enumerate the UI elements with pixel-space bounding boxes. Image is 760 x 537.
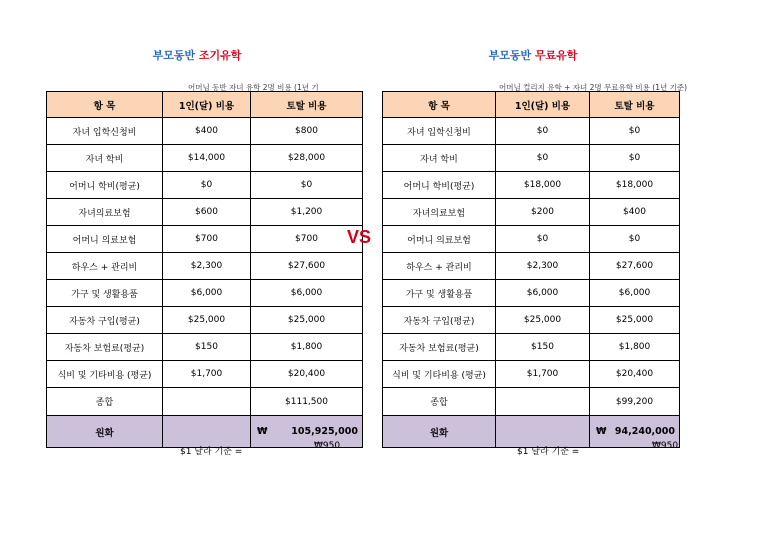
header-total-cost: 토탈 비용 (590, 92, 680, 118)
table-row (383, 145, 680, 172)
right-title-suffix: 무료유학 (534, 49, 578, 62)
krw-label: 원화 (383, 416, 496, 448)
table-row (47, 253, 363, 280)
header-total-cost: 토탈 비용 (251, 92, 363, 118)
cell-item: 자녀 입학신청비 (383, 118, 496, 145)
krw-row (383, 416, 680, 448)
vs-label: VS (347, 227, 372, 247)
cell-total-cost: $0 (590, 226, 680, 253)
table-row (47, 280, 363, 307)
cell-total-cost: $20,400 (590, 361, 680, 388)
cell-total-cost: $28,000 (251, 145, 363, 172)
cell-total-cost: $27,600 (590, 253, 680, 280)
cell-item: 가구 및 생활용품 (47, 280, 163, 307)
cell-unit-cost: $600 (163, 199, 251, 226)
won-symbol: ₩ (257, 426, 268, 437)
cell-total-cost: $0 (590, 145, 680, 172)
cell-unit-cost: $1,700 (163, 361, 251, 388)
cell-unit-cost: $1,700 (496, 361, 590, 388)
cell-item: 식비 및 기타비용 (평균) (47, 361, 163, 388)
table-header-row (383, 92, 680, 118)
cell-unit-cost: $200 (496, 199, 590, 226)
table-row (383, 118, 680, 145)
krw-value: 105,925,000 (291, 426, 358, 437)
table-row (383, 307, 680, 334)
cell-item: 어머니 학비(평균) (47, 172, 163, 199)
left-cost-table (46, 91, 363, 448)
table-row (47, 307, 363, 334)
cell-total-cost: $1,800 (590, 334, 680, 361)
cell-unit-cost: $18,000 (496, 172, 590, 199)
right-cost-table (382, 91, 680, 448)
right-note: 어머님 컬리지 유학 + 자녀 2명 무료유학 비용 (1년 기준) (499, 83, 688, 92)
cell-item: 가구 및 생활용품 (383, 280, 496, 307)
cell-unit-cost: $150 (496, 334, 590, 361)
cell-total-cost: $800 (251, 118, 363, 145)
table-row (383, 253, 680, 280)
header-item: 항 목 (383, 92, 496, 118)
cell-total-cost: $1,200 (251, 199, 363, 226)
cell-item: 자녀 학비 (383, 145, 496, 172)
right-rate-value: ₩950 (652, 441, 679, 451)
sum-row (47, 388, 363, 416)
cell-item: 자동차 구입(평균) (47, 307, 163, 334)
cell-item: 자녀의료보험 (47, 199, 163, 226)
cell-unit-cost: $2,300 (163, 253, 251, 280)
cell-total-cost: $25,000 (590, 307, 680, 334)
cell-item: 자동차 보험료(평균) (47, 334, 163, 361)
left-rate-label: $1 달라 기준 = (180, 447, 243, 457)
sum-value: $99,200 (590, 388, 680, 416)
table-row (383, 199, 680, 226)
left-title (97, 47, 297, 63)
krw-empty-cell (163, 416, 251, 448)
krw-value-cell (251, 416, 363, 448)
won-symbol: ₩ (596, 426, 607, 437)
left-title-suffix: 조기유학 (198, 49, 242, 62)
sum-empty-cell (496, 388, 590, 416)
table-row (47, 199, 363, 226)
cell-unit-cost: $0 (496, 145, 590, 172)
cell-unit-cost: $400 (163, 118, 251, 145)
cell-unit-cost: $14,000 (163, 145, 251, 172)
table-row (47, 334, 363, 361)
cell-item: 하우스 + 관리비 (383, 253, 496, 280)
header-item: 항 목 (47, 92, 163, 118)
left-title-prefix: 부모동반 (152, 49, 196, 62)
cell-item: 자녀 학비 (47, 145, 163, 172)
table-row (383, 226, 680, 253)
cell-unit-cost: $2,300 (496, 253, 590, 280)
sum-empty-cell (163, 388, 251, 416)
cell-item: 하우스 + 관리비 (47, 253, 163, 280)
table-row (383, 172, 680, 199)
right-title (433, 47, 633, 63)
krw-empty-cell (496, 416, 590, 448)
table-row (383, 334, 680, 361)
cell-total-cost: $400 (590, 199, 680, 226)
cell-item: 식비 및 기타비용 (평균) (383, 361, 496, 388)
cell-item: 자녀 입학신청비 (47, 118, 163, 145)
cell-total-cost: $27,600 (251, 253, 363, 280)
cell-item: 어머니 학비(평균) (383, 172, 496, 199)
krw-value: 94,240,000 (614, 426, 675, 437)
right-rate-label: $1 달라 기준 = (517, 447, 580, 457)
table-row (47, 226, 363, 253)
cell-total-cost: $700 (251, 226, 363, 253)
right-title-prefix: 부모동반 (488, 49, 532, 62)
sum-value: $111,500 (251, 388, 363, 416)
header-unit-cost: 1인(달) 비용 (496, 92, 590, 118)
table-row (47, 172, 363, 199)
cell-total-cost: $6,000 (590, 280, 680, 307)
table-header-row (47, 92, 363, 118)
cell-total-cost: $0 (590, 118, 680, 145)
cell-item: 자녀의료보험 (383, 199, 496, 226)
cell-item: 어머니 의료보험 (47, 226, 163, 253)
cell-unit-cost: $0 (496, 226, 590, 253)
cell-total-cost: $18,000 (590, 172, 680, 199)
cell-unit-cost: $25,000 (496, 307, 590, 334)
cell-unit-cost: $150 (163, 334, 251, 361)
cell-item: 자동차 보험료(평균) (383, 334, 496, 361)
cell-unit-cost: $6,000 (496, 280, 590, 307)
cell-unit-cost: $0 (496, 118, 590, 145)
cell-unit-cost: $25,000 (163, 307, 251, 334)
left-rate-value: ₩950 (314, 441, 341, 451)
table-row (47, 118, 363, 145)
cell-unit-cost: $6,000 (163, 280, 251, 307)
sum-row (383, 388, 680, 416)
cell-unit-cost: $700 (163, 226, 251, 253)
table-row (383, 280, 680, 307)
cell-item: 자동차 구입(평균) (383, 307, 496, 334)
header-unit-cost: 1인(달) 비용 (163, 92, 251, 118)
sum-label: 종합 (47, 388, 163, 416)
table-row (383, 361, 680, 388)
table-row (47, 145, 363, 172)
cell-total-cost: $0 (251, 172, 363, 199)
cell-total-cost: $25,000 (251, 307, 363, 334)
cell-total-cost: $6,000 (251, 280, 363, 307)
cell-total-cost: $1,800 (251, 334, 363, 361)
krw-label: 원화 (47, 416, 163, 448)
cell-unit-cost: $0 (163, 172, 251, 199)
cell-item: 어머니 의료보험 (383, 226, 496, 253)
cell-total-cost: $20,400 (251, 361, 363, 388)
sum-label: 종합 (383, 388, 496, 416)
table-row (47, 361, 363, 388)
left-note: 어머님 동반 자녀 유학 2명 비용 (1년 기 (188, 83, 319, 92)
